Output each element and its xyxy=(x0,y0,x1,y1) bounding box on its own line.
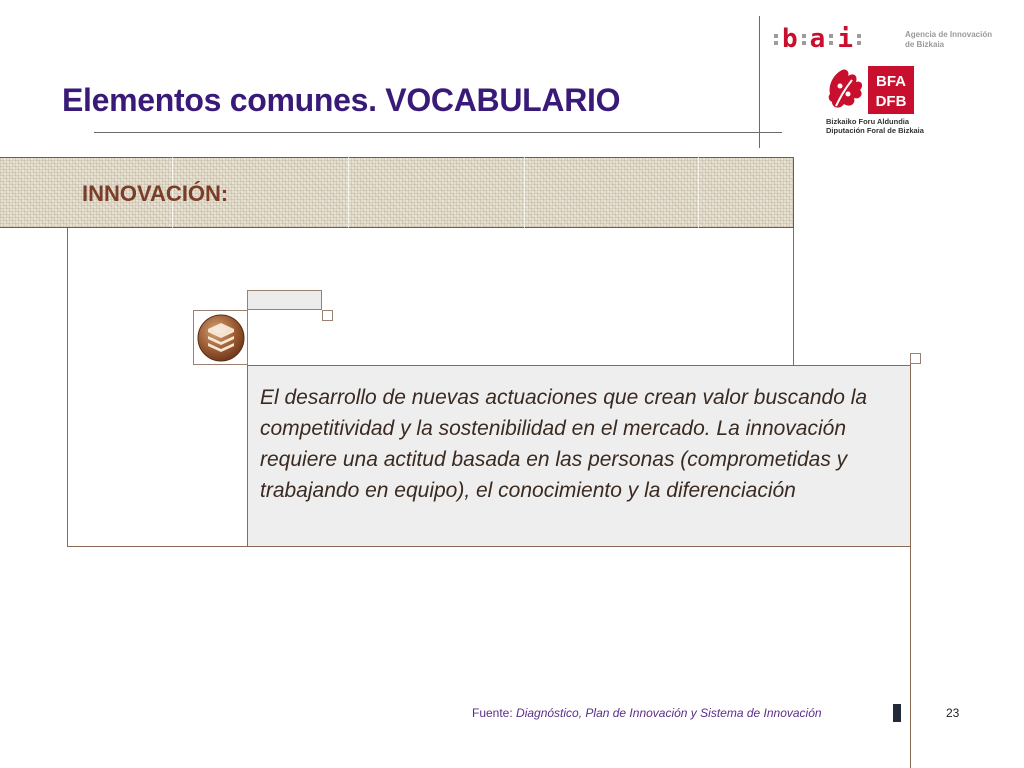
bfa-badge-line1: BFA xyxy=(876,73,906,90)
page-number: 23 xyxy=(946,706,960,720)
footer-marker xyxy=(893,704,901,722)
bfa-caption-line2: Diputación Foral de Bizkaia xyxy=(826,126,924,135)
bfa-logo xyxy=(826,64,916,116)
bai-logo xyxy=(774,24,861,54)
icon-box xyxy=(193,310,248,365)
footer-prefix: Fuente: xyxy=(472,706,517,720)
decorative-tab xyxy=(247,290,322,310)
section-heading: INNOVACIÓN: xyxy=(82,181,229,206)
logo-letter-i: i xyxy=(837,24,853,54)
logo-dots xyxy=(774,31,778,47)
decorative-square xyxy=(322,310,333,321)
band-separator xyxy=(524,157,525,228)
frame-line-right-long xyxy=(910,364,911,768)
footer-source xyxy=(472,706,822,720)
definition-box xyxy=(247,365,911,547)
logo-letter-b: b xyxy=(782,24,798,54)
footer-source-title: Diagnóstico, Plan de Innovación y Sistema de Innovación xyxy=(516,706,822,720)
band-separator xyxy=(348,157,349,228)
bfa-caption-line1: Bizkaiko Foru Aldundia xyxy=(826,117,910,126)
title-divider xyxy=(94,132,782,133)
logo-dots xyxy=(829,31,833,47)
bai-caption-line1: Agencia de Innovación xyxy=(905,30,993,39)
definition-text: El desarrollo de nuevas actuaciones que crean valor buscando la competitividad y la sostenibilidad en el mercado. La innovación requiere una actitud basada en las personas (comprometidas y trabajando en equipo), el conocimiento y la diferenciación xyxy=(260,386,868,502)
bai-logo-caption xyxy=(905,30,992,50)
logo-letter-a: a xyxy=(809,24,826,54)
frame-line-right xyxy=(793,228,794,366)
band-edge xyxy=(793,157,794,228)
logo-dots xyxy=(857,31,861,47)
band-separator xyxy=(698,157,699,228)
bfa-logo-caption xyxy=(826,117,924,135)
bfa-badge-line2: DFB xyxy=(875,93,907,110)
bai-caption-line2: de Bizkaia xyxy=(905,40,945,49)
page-title: Elementos comunes. VOCABULARIO xyxy=(62,82,621,118)
oak-leaf-icon xyxy=(829,69,862,107)
books-icon xyxy=(196,313,246,363)
frame-line-bottom xyxy=(67,546,247,547)
frame-line-left xyxy=(67,228,68,547)
decorative-square xyxy=(910,353,921,364)
logo-dots xyxy=(802,31,806,47)
vertical-divider xyxy=(759,16,760,148)
